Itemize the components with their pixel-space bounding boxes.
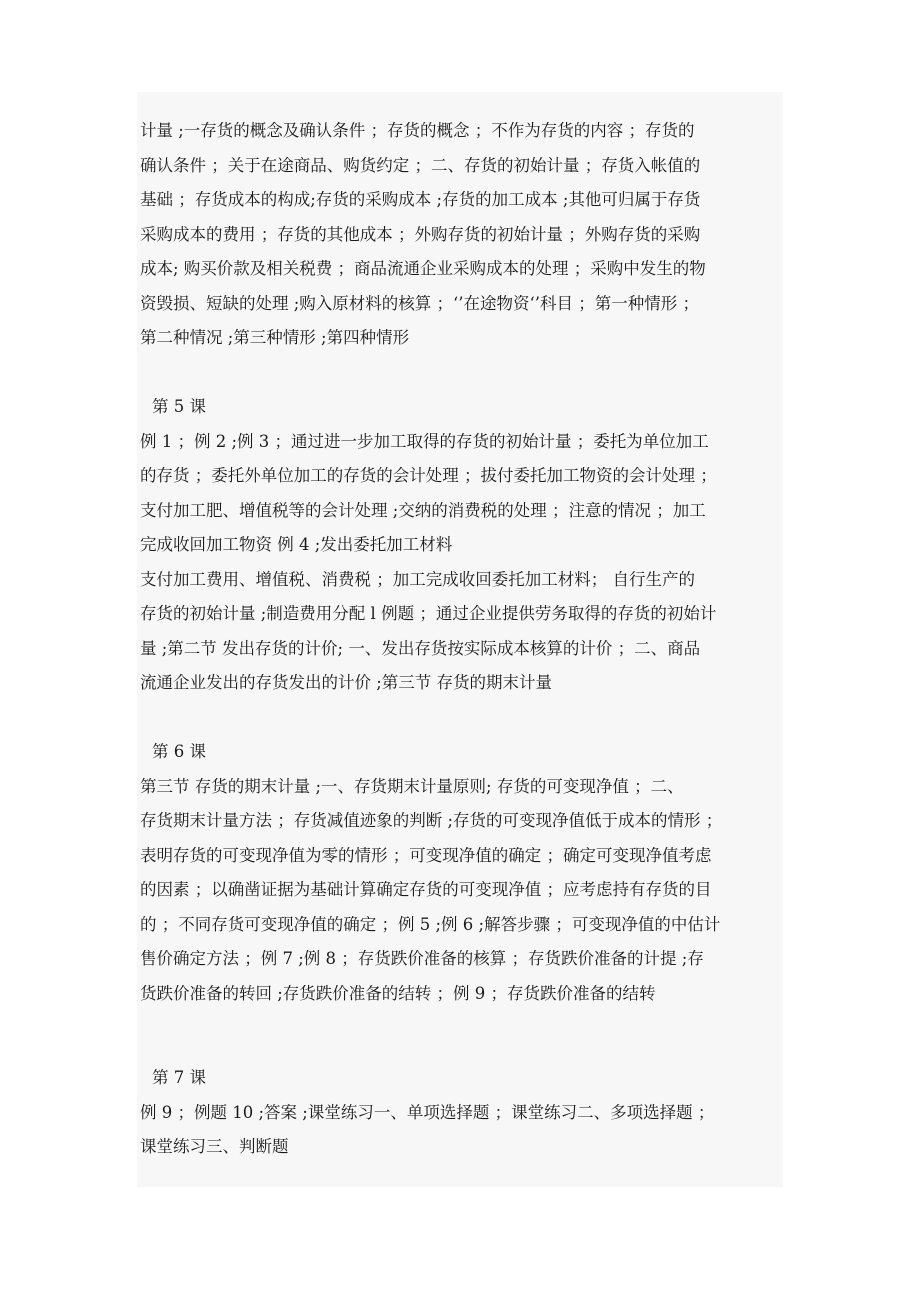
text-line: 的因素 ；以确凿证据为基础计算确定存货的可变现净值 ；应考虑持有存货的目 bbox=[140, 880, 712, 899]
spacer bbox=[140, 356, 795, 391]
text-line: 完成收回加工物资 例 4 ;发出委托加工材料 bbox=[140, 535, 453, 554]
section-lesson-7 bbox=[140, 1061, 795, 1165]
text-line: 基础 ；存货成本的构成;存货的采购成本 ;存货的加工成本 ;其他可归属于存货 bbox=[140, 190, 701, 209]
text-line: 量 ;第二节 发出存货的计价; 一、发出存货按实际成本核算的计价 ；二、商品 bbox=[140, 638, 701, 658]
text-line: 流通企业发出的存货发出的计价 ;第三节 存货的期末计量 bbox=[140, 673, 553, 692]
text-line: 资毁损、短缺的处理 ;购入原材料的核算 ；‘’在途物资‘’科目 ；第一种情形 ； bbox=[140, 293, 700, 313]
text-line: 课堂练习三、判断题 bbox=[140, 1137, 289, 1156]
text-line: 第三节 存货的期末计量 ;一、存货期末计量原则; 存货的可变现净值 ；二、 bbox=[140, 776, 684, 796]
text-line: 确认条件 ；关于在途商品、购货约定 ；二、存货的初始计量 ；存货入帐值的 bbox=[140, 155, 701, 175]
text-line: 的存货 ；委托外单位加工的存货的会计处理 ；拔付委托加工物资的会计处理 ； bbox=[140, 466, 717, 485]
text-line: 支付加工费用、增值税、消费税 ；加工完成收回委托加工材料； 自行生产的 bbox=[140, 569, 695, 589]
spacer bbox=[140, 701, 795, 736]
text-line: 例 1 ；例 2 ;例 3 ；通过进一步加工取得的存货的初始计量 ；委托为单位加工 bbox=[140, 431, 709, 451]
lesson-heading: 第 7 课 bbox=[152, 1068, 206, 1087]
text-line: 存货期末计量方法 ；存货减值迹象的判断 ;存货的可变现净值低于成本的情形 ； bbox=[140, 811, 723, 830]
text-line: 售价确定方法 ；例 7 ;例 8 ；存货跌价准备的核算 ；存货跌价准备的计提 ;存 bbox=[140, 949, 704, 968]
lesson-heading: 第 5 课 bbox=[152, 397, 206, 416]
text-line: 货跌价准备的转回 ;存货跌价准备的结转 ；例 9 ；存货跌价准备的结转 bbox=[140, 983, 656, 1003]
text-line: 采购成本的费用 ；存货的其他成本 ；外购存货的初始计量 ；外购存货的采购 bbox=[140, 224, 701, 244]
text-line: 表明存货的可变现净值为零的情形 ；可变现净值的确定 ；确定可变现净值考虑 bbox=[140, 845, 712, 865]
document-body bbox=[140, 114, 795, 1165]
lesson-heading: 第 6 课 bbox=[152, 742, 206, 761]
text-line: 成本; 购买价款及相关税费 ；商品流通企业采购成本的处理 ；采购中发生的物 bbox=[140, 259, 706, 278]
paragraph-intro bbox=[140, 114, 795, 356]
text-line: 例 9 ；例题 10 ;答案 ;课堂练习一、单项选择题 ；课堂练习二、多项选择题 ； bbox=[140, 1102, 715, 1122]
text-line: 的 ；不同存货可变现净值的确定 ；例 5 ;例 6 ;解答步骤 ；可变现净值的中估计 bbox=[140, 914, 721, 934]
section-lesson-6 bbox=[140, 735, 795, 1011]
section-lesson-5 bbox=[140, 390, 795, 701]
spacer bbox=[140, 1011, 795, 1061]
text-line: 存货的初始计量 ;制造费用分配 l 例题 ；通过企业提供劳务取得的存货的初始计 bbox=[140, 604, 717, 623]
text-line: 支付加工肥、增值税等的会计处理 ;交纳的消费税的处理 ；注意的情况 ；加工 bbox=[140, 500, 706, 520]
text-line: 计量 ;一存货的概念及确认条件 ；存货的概念 ；不作为存货的内容 ；存货的 bbox=[140, 121, 695, 140]
text-line: 第二种情况 ;第三种情形 ;第四种情形 bbox=[140, 328, 410, 347]
